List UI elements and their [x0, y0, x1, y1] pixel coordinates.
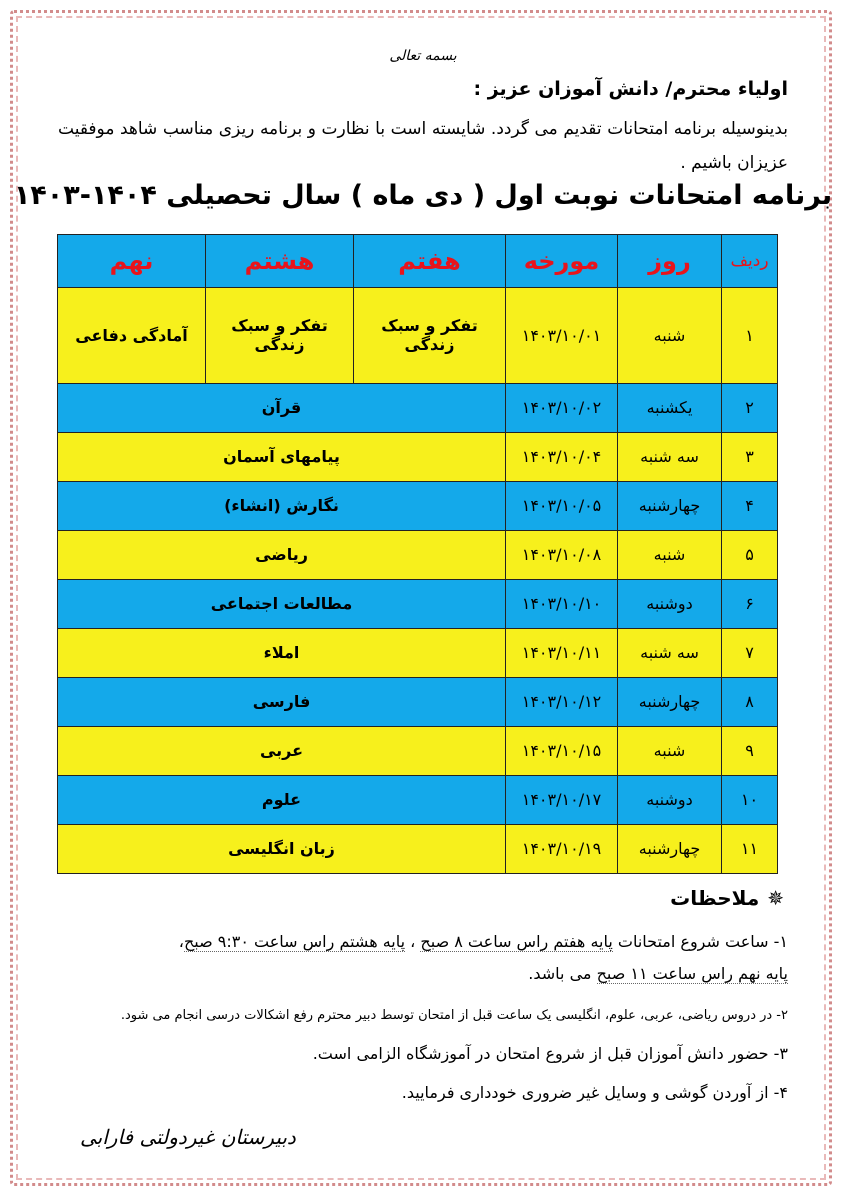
row-subject: علوم [58, 775, 506, 824]
table-row [58, 824, 778, 873]
row-date: ۱۴۰۳/۱۰/۰۵ [506, 481, 618, 530]
row-number: ۱ [722, 288, 778, 384]
note-1-separator: ، [405, 932, 421, 951]
note-3: ۳- حضور دانش آموزان قبل از شروع امتحان در آموزشگاه الزامی است. [312, 1044, 788, 1063]
note-1-grade8: پایه هشتم راس ساعت ۹:۳۰ صبح [183, 932, 406, 951]
table-row [58, 775, 778, 824]
note-4: ۴- از آوردن گوشی و وسایل غیر ضروری خودداری فرمایید. [401, 1083, 788, 1102]
row-number: ۶ [722, 579, 778, 628]
row-day: شنبه [618, 530, 722, 579]
header-grade-7: هفتم [354, 235, 506, 288]
row-subject: ریاضی [58, 530, 506, 579]
row-day: چهارشنبه [618, 677, 722, 726]
bismillah-heading: بسمه تعالی [389, 48, 457, 64]
row-date: ۱۴۰۳/۱۰/۱۷ [506, 775, 618, 824]
row-number: ۸ [722, 677, 778, 726]
row-number: ۲ [722, 383, 778, 432]
row-subject: قرآن [58, 383, 506, 432]
row-day: چهارشنبه [618, 824, 722, 873]
row-subject: پیامهای آسمان [58, 432, 506, 481]
row-date: ۱۴۰۳/۱۰/۱۹ [506, 824, 618, 873]
row-subject: زبان انگلیسی [58, 824, 506, 873]
table-header-row [58, 235, 778, 288]
note-1-prefix: ۱- ساعت شروع امتحانات [612, 932, 788, 951]
row-date: ۱۴۰۳/۱۰/۰۸ [506, 530, 618, 579]
header-grade-9: نهم [58, 235, 206, 288]
note-1-grade7: پایه هفتم راس ساعت ۸ صبح [420, 932, 613, 951]
table-row [58, 432, 778, 481]
row-date: ۱۴۰۳/۱۰/۰۲ [506, 383, 618, 432]
row-date: ۱۴۰۳/۱۰/۱۵ [506, 726, 618, 775]
notes-heading [670, 886, 784, 910]
exam-schedule-table [57, 234, 778, 874]
table-row [58, 726, 778, 775]
schedule-title: برنامه امتحانات نوبت اول ( دی ماه ) سال تحصیلی ۱۴۰۴-۱۴۰۳ [13, 180, 833, 211]
school-signature: دبیرستان غیردولتی فارابی [80, 1125, 296, 1149]
row-date: ۱۴۰۳/۱۰/۱۲ [506, 677, 618, 726]
row-day: سه شنبه [618, 628, 722, 677]
row-number: ۱۱ [722, 824, 778, 873]
note-1-suffix: می باشد. [528, 964, 597, 983]
row-number: ۱۰ [722, 775, 778, 824]
row-date: ۱۴۰۳/۱۰/۱۱ [506, 628, 618, 677]
subject-grade-7: تفکر و سبک زندگی [354, 288, 506, 384]
row-day: چهارشنبه [618, 481, 722, 530]
row-date: ۱۴۰۳/۱۰/۱۰ [506, 579, 618, 628]
row-number: ۹ [722, 726, 778, 775]
row-day: دوشنبه [618, 775, 722, 824]
table-row [58, 383, 778, 432]
row-day: شنبه [618, 726, 722, 775]
row-number: ۵ [722, 530, 778, 579]
table-row [58, 677, 778, 726]
note-2: ۲- در دروس ریاضی، عربی، علوم، انگلیسی یک ساعت قبل از امتحان توسط دبیر محترم رفع اشکالات درسی انجام می شود. [120, 1008, 788, 1023]
header-day: روز [618, 235, 722, 288]
row-number: ۳ [722, 432, 778, 481]
row-subject: عربی [58, 726, 506, 775]
greeting: اولیاء محترم/ دانش آموزان عزیز : [473, 78, 788, 100]
header-grade-8: هشتم [206, 235, 354, 288]
table-row [58, 481, 778, 530]
intro-text: بدینوسیله برنامه امتحانات تقدیم می گردد. شایسته است با نظارت و برنامه ریزی مناسب شاهد موفقیت عزیزان باشیم . [58, 119, 788, 173]
row-subject: فارسی [58, 677, 506, 726]
row-number: ۴ [722, 481, 778, 530]
row-day: دوشنبه [618, 579, 722, 628]
row-number: ۷ [722, 628, 778, 677]
row-day: یکشنبه [618, 383, 722, 432]
table-row [58, 579, 778, 628]
asterisk-icon: ✵ [767, 886, 784, 910]
subject-grade-8: تفکر و سبک زندگی [206, 288, 354, 384]
row-day: سه شنبه [618, 432, 722, 481]
header-row-number: ردیف [722, 235, 778, 288]
table-row [58, 288, 778, 384]
note-1-comma: ، [178, 932, 184, 951]
row-subject: مطالعات اجتماعی [58, 579, 506, 628]
row-subject: املاء [58, 628, 506, 677]
row-subject: نگارش (انشاء) [58, 481, 506, 530]
note-1 [48, 926, 788, 990]
table-row [58, 628, 778, 677]
note-1-grade9: پایه نهم راس ساعت ۱۱ صبح [596, 964, 788, 983]
subject-grade-9: آمادگی دفاعی [58, 288, 206, 384]
row-day: شنبه [618, 288, 722, 384]
table-row [58, 530, 778, 579]
row-date: ۱۴۰۳/۱۰/۰۴ [506, 432, 618, 481]
row-date: ۱۴۰۳/۱۰/۰۱ [506, 288, 618, 384]
header-date: مورخه [506, 235, 618, 288]
notes-title: ملاحظات [670, 886, 760, 910]
